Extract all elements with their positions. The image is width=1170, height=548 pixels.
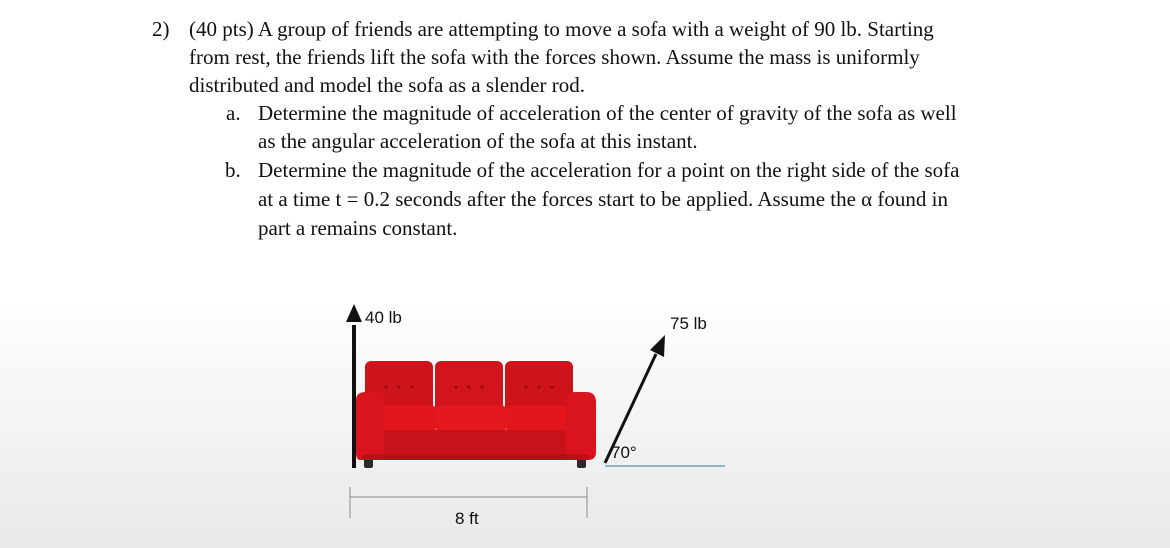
part-a-line-1: Determine the magnitude of acceleration of the center of gravity of the sofa as well (258, 101, 957, 125)
part-b-line-1: Determine the magnitude of the acceleration for a point on the right side of the sofa (258, 158, 960, 182)
angle-label: 70° (611, 443, 637, 462)
part-b-line-2: at a time t = 0.2 seconds after the forces start to be applied. Assume the α found in (258, 187, 948, 211)
left-force-label: 40 lb (365, 308, 402, 327)
problem-text-line-3: distributed and model the sofa as a slender rod. (189, 73, 585, 97)
problem-number: 2) (152, 17, 170, 41)
length-label: 8 ft (455, 509, 479, 528)
right-force-label: 75 lb (670, 314, 707, 333)
problem-text-line-2: from rest, the friends lift the sofa with the forces shown. Assume the mass is uniformly (189, 45, 920, 69)
part-a-line-2: as the angular acceleration of the sofa at this instant. (258, 129, 698, 153)
part-a-label: a. (226, 101, 241, 125)
part-b-line-3: part a remains constant. (258, 216, 458, 240)
sofa-image (356, 361, 596, 468)
problem-text-line-1: (40 pts) A group of friends are attempting to move a sofa with a weight of 90 lb. Starting (189, 17, 934, 41)
part-b-label: b. (225, 158, 241, 182)
